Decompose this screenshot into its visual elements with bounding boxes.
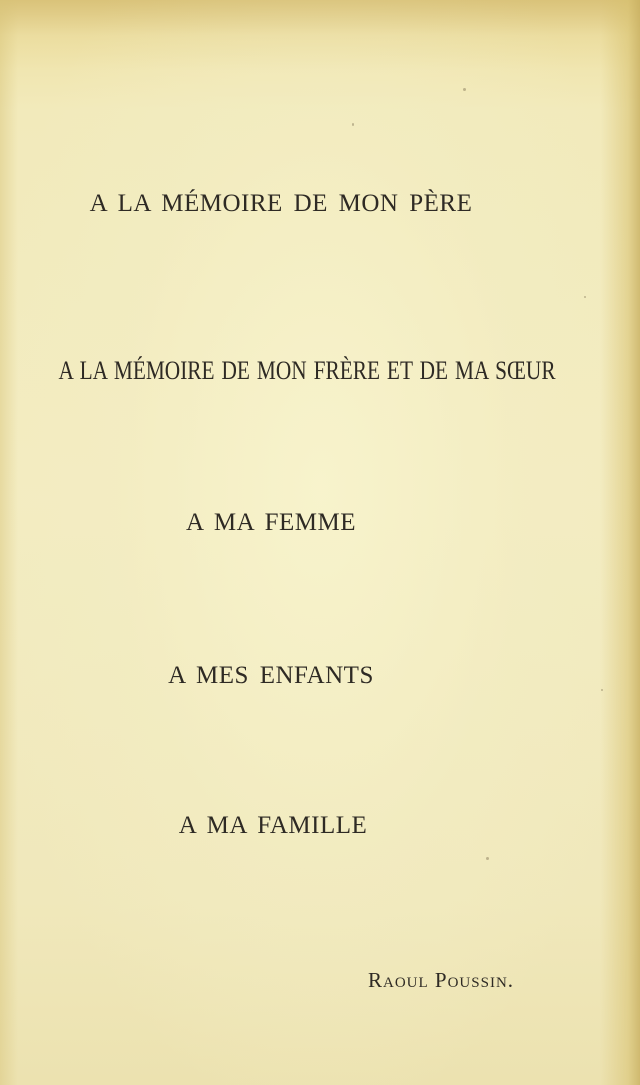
- paper-speck: [584, 296, 586, 298]
- dedication-father: A LA MÉMOIRE DE MON PÈRE: [89, 190, 473, 217]
- page-top-tint: [0, 0, 640, 70]
- dedication-wife: A MA FEMME: [186, 509, 356, 536]
- dedication-family: A MA FAMILLE: [178, 812, 368, 839]
- dedication-children: A MES ENFANTS: [168, 662, 374, 689]
- paper-speck: [601, 689, 603, 691]
- paper-speck: [352, 123, 354, 126]
- page-right-tint: [600, 0, 640, 1085]
- page-left-tint: [0, 0, 18, 1085]
- dedication-brother-sister: A LA MÉMOIRE DE MON FRÈRE ET DE MA SŒUR: [58, 356, 556, 385]
- paper-speck: [486, 857, 489, 860]
- paper-speck: [463, 88, 466, 91]
- author-signature: Raoul Poussin.: [368, 968, 515, 992]
